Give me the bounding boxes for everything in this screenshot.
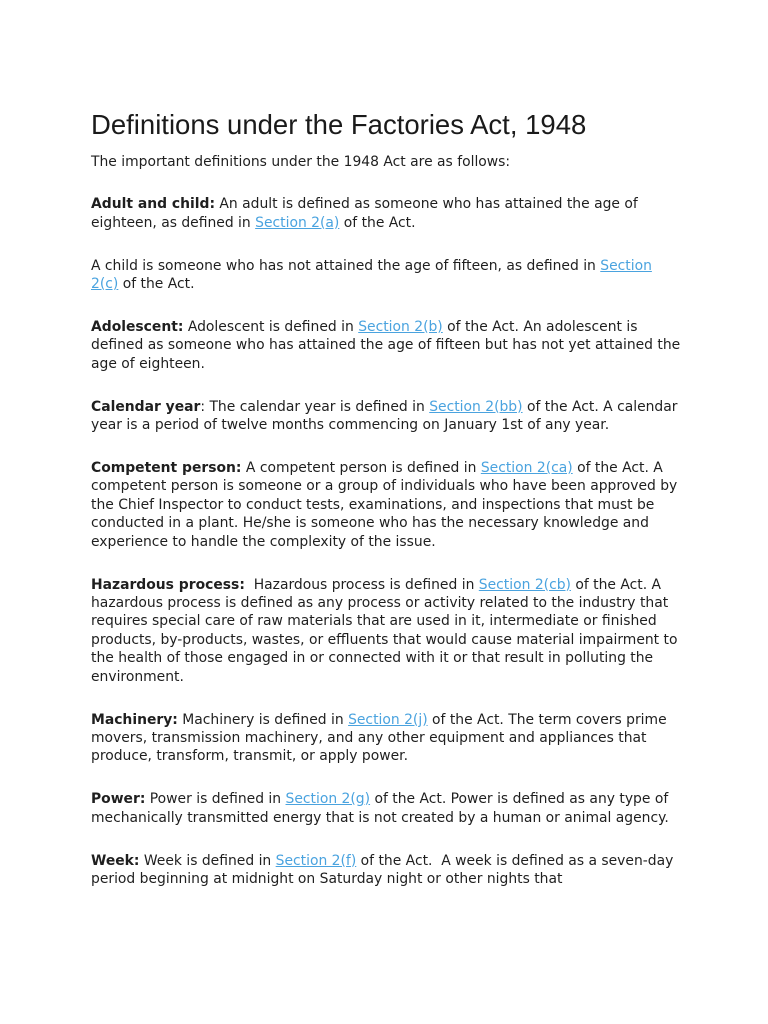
- definition-adolescent: [91, 318, 683, 373]
- definition-term: Competent person:: [91, 460, 242, 477]
- definition-term: Adolescent:: [91, 319, 184, 336]
- definition-text: of the Act. An adolescent is defined as someone who has attained the age of fifteen but has not yet attained the age of eighteen.: [91, 319, 681, 372]
- definition-text: of the Act.: [339, 214, 416, 231]
- definition-text: of the Act.: [118, 276, 195, 293]
- definition-term: Hazardous process:: [91, 576, 245, 593]
- definition-term: Power:: [91, 791, 146, 808]
- definition-week: [91, 852, 683, 889]
- definition-calendar-year: [91, 398, 683, 435]
- definition-text: of the Act. A calendar year is a period of twelve months commencing on January 1st of any year.: [91, 398, 678, 434]
- section-link[interactable]: Section 2(b): [358, 319, 443, 336]
- definition-text: A competent person is defined in: [241, 460, 481, 477]
- document-page: [91, 106, 683, 913]
- section-link[interactable]: Section 2(a): [255, 214, 340, 231]
- section-link[interactable]: Section 2(f): [275, 852, 357, 869]
- definition-text: of the Act. Power is defined as any type of mechanically transmitted energy that is not created by a human or animal agency.: [91, 791, 669, 826]
- page-title: Definitions under the Factories Act, 1948: [91, 109, 587, 140]
- section-link[interactable]: Section 2(bb): [429, 398, 523, 415]
- definition-text: of the Act. A hazardous process is defined as any process or activity related to the industry that requires special care of raw materials that are used in it, intermediate or finished products, by-products, wastes, or effluents that would cause material impairment to the health of those engaged in or connected with it or that result in polluting the environment.: [91, 576, 678, 685]
- definition-text: Hazardous process is defined in: [244, 576, 479, 593]
- section-link[interactable]: Section 2(g): [285, 791, 371, 808]
- definition-hazardous-process: [91, 576, 683, 686]
- section-link[interactable]: Section 2(c): [91, 257, 652, 293]
- intro-paragraph: The important definitions under the 1948 Act are as follows:: [91, 154, 511, 170]
- definition-term: Adult and child:: [91, 196, 216, 213]
- definition-machinery: [91, 711, 683, 766]
- definition-text: Machinery is defined in: [177, 711, 349, 728]
- definition-text: Adolescent is defined in: [183, 319, 359, 336]
- definition-term: Machinery:: [91, 711, 178, 728]
- definition-term: Week:: [91, 852, 140, 869]
- section-link[interactable]: Section 2(cb): [478, 576, 571, 593]
- definition-term: Calendar year: [91, 398, 201, 415]
- definition-text: of the Act. A week is defined as a seven-day period beginning at midnight on Saturday night or other nights that: [91, 852, 674, 887]
- definition-text: A child is someone who has not attained the age of fifteen, as defined in: [91, 257, 601, 274]
- section-link[interactable]: Section 2(j): [348, 711, 428, 728]
- definition-text: : The calendar year is defined in: [200, 398, 430, 415]
- definition-text: of the Act. The term covers prime movers, transmission machinery, and any other equipment and appliances that produce, transform, transmit, or apply power.: [91, 711, 667, 765]
- definition-text: Power is defined in: [145, 791, 286, 808]
- definition-power: [91, 790, 683, 827]
- definition-child: [91, 257, 683, 294]
- definition-competent-person: [91, 459, 683, 551]
- definition-text: An adult is defined as someone who has attained the age of eighteen, as defined in: [91, 196, 638, 231]
- definition-text: of the Act. A competent person is someone or a group of individuals who have been approved by the Chief Inspector to conduct tests, examinations, and inspections that must be conducted in a plant. He/she is someone who has the necessary knowledge and experience to handle the complexity of the issue.: [91, 460, 678, 550]
- definition-text: Week is defined in: [139, 852, 276, 869]
- definition-adult-and-child: [91, 195, 683, 232]
- section-link[interactable]: Section 2(ca): [480, 460, 573, 477]
